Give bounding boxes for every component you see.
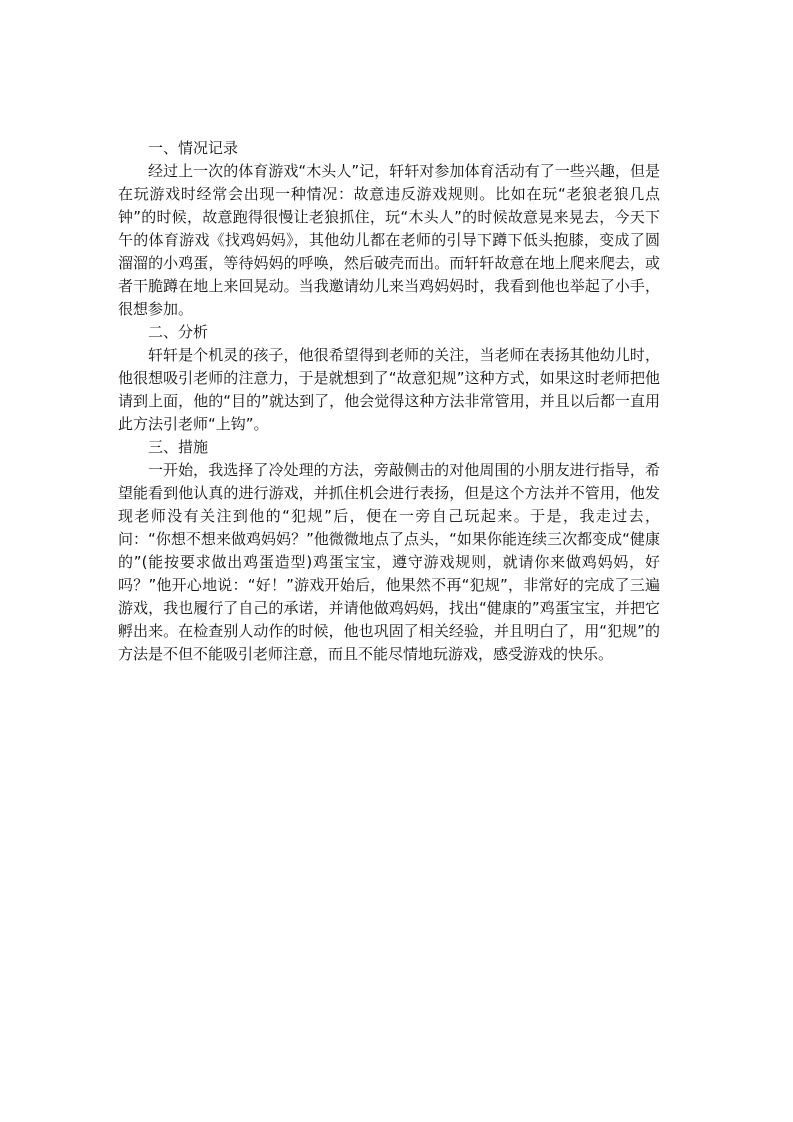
section-heading-record: 一、情况记录: [148, 139, 239, 157]
section-heading-analysis: 二、分析: [148, 323, 209, 341]
paragraph-record: 经过上一次的体育游戏“木头人”记，轩轩对参加体育活动有了一些兴趣，但是在玩游戏时经常会出现一种情况：故意违反游戏规则。比如在玩“老狼老狼几点钟”的时候，故意跑得很慢让老狼抓住，玩“木头人”的时候故意晃来晃去，今天下午的体育游戏《找鸡妈妈》，其他幼儿都在老师的引导下蹲下低头抱膝，变成了圆溜溜的小鸡蛋，等待妈妈的呼唤，然后破壳而出。而轩轩故意在地上爬来爬去，或者干脆蹲在地上来回晃动。当我邀请幼儿来当鸡妈妈时，我看到他也举起了小手，很想参加。: [118, 162, 660, 318]
paragraph-analysis: 轩轩是个机灵的孩子，他很希望得到老师的关注，当老师在表扬其他幼儿时，他很想吸引老师的注意力，于是就想到了“故意犯规”这种方式，如果这时老师把他请到上面，他的“目的”就达到了，他会觉得这种方法非常管用，并且以后都一直用此方法引老师“上钩”。: [118, 346, 660, 433]
paragraph-measures: 一开始，我选择了冷处理的方法，旁敲侧击的对他周围的小朋友进行指导，希望能看到他认真的进行游戏，并抓住机会进行表扬，但是这个方法并不管用，他发现老师没有关注到他的“犯规”后，便在一旁自己玩起来。于是，我走过去，问：“你想不想来做鸡妈妈？”他微微地点了点头，“如果你能连续三次都变成“健康的”(能按要求做出鸡蛋造型)鸡蛋宝宝，遵守游戏规则，就请你来做鸡妈妈，好吗？”他开心地说：“好！”游戏开始后，他果然不再“犯规”，非常好的完成了三遍游戏，我也履行了自己的承诺，并请他做鸡妈妈，找出“健康的”鸡蛋宝宝，并把它孵出来。在检查别人动作的时候，他也巩固了相关经验，并且明白了，用“犯规”的方法是不但不能吸引老师注意，而且不能尽情地玩游戏，感受游戏的快乐。: [118, 461, 660, 663]
section-heading-measures: 三、措施: [148, 438, 209, 456]
